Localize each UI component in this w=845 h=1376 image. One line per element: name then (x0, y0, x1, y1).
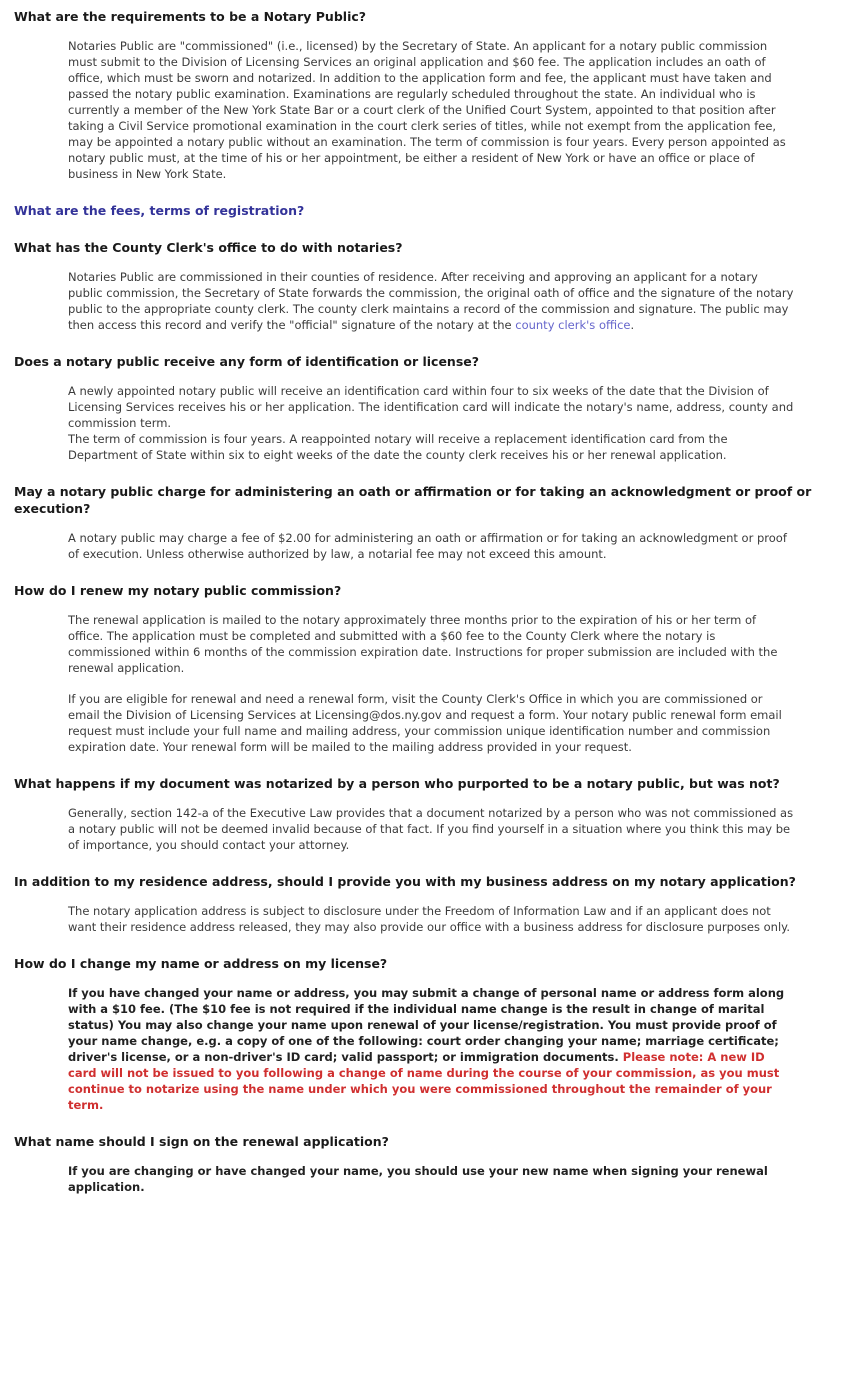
question-heading-purported-notary: What happens if my document was notarized by a person who purported to be a notary public, but was not? (14, 776, 780, 791)
question-heading-change-name-address: How do I change my name or address on my license? (14, 956, 388, 971)
question-heading-business-address: In addition to my residence address, should I provide you with my business address on my notary application? (14, 874, 796, 889)
text-run: Notaries Public are commissioned in their counties of residence. After receiving and approving an applicant for a notary public commission, the Secretary of State forwards the commission, the original oath of office and the signature of the notary public to the appropriate county clerk. The county clerk maintains a record of the commission and signature. The public may then access this record and verify the "official" signature of the notary at the (68, 270, 798, 332)
question-link-fees-terms[interactable]: What are the fees, terms of registration? (14, 203, 305, 218)
text-run: The notary application address is subject to disclosure under the Freedom of Information Law and if an applicant does not want their residence address released, they may also provide our office with a business address for disclosure purposes only. (68, 904, 790, 934)
faq-section-purported-notary (14, 775, 835, 853)
faq-section-change-name-address (14, 955, 835, 1113)
text-run: Notaries Public are "commissioned" (i.e., licensed) by the Secretary of State. An applicant for a notary public commission must submit to the Division of Licensing Services an original application and $60 fee. The application includes an oath of office, which must be sworn and notarized. In addition to the application form and fee, the applicant must have taken and passed the notary public examination. Examinations are regularly scheduled throughout the state. An individual who is currently a member of the New York State Bar or a court clerk of the Unified Court System, appointed to that position after taking a Civil Service promotional examination in the court clerk series of titles, while not exempt from the application fee, may be appointed a notary public without an examination. The term of commission is four years. Every person appointed as notary public must, at the time of his or her appointment, be either a resident of New York or have an office or place of business in New York State. (68, 39, 790, 181)
answer-paragraph (68, 383, 794, 463)
text-run: If you have changed your name or address, you may submit a change of personal name or address form along with a $10 fee. (The $10 fee is not required if the individual name change is the result in change of marital status) You may also change your name upon renewal of your license/registration. You must provide proof of your name change, e.g. a copy of one of the following: court order changing your name; marriage certificate; driver's license, or a non-driver's ID card; valid passport; or immigration documents. (68, 986, 789, 1064)
text-run: If you are changing or have changed your name, you should use your new name when signing your renewal application. (68, 1164, 772, 1194)
question-heading-identification: Does a notary public receive any form of identification or license? (14, 354, 479, 369)
answer-paragraph (68, 269, 798, 333)
answer-paragraph (68, 530, 794, 562)
text-run: A notary public may charge a fee of $2.00 for administering an oath or affirmation or for taking an acknowledgment or proof of execution. Unless otherwise authorized by law, a notarial fee may not exceed this amount. (68, 531, 791, 561)
faq-section-fees-terms (14, 202, 835, 219)
answer-paragraph (68, 985, 794, 1113)
question-heading-county-clerk: What has the County Clerk's office to do with notaries? (14, 240, 403, 255)
faq-section-renew-commission (14, 582, 835, 755)
text-run: . (630, 318, 635, 332)
question-heading-requirements: What are the requirements to be a Notary Public? (14, 9, 367, 24)
faq-section-county-clerk (14, 239, 835, 333)
faq-section-sign-renewal (14, 1133, 835, 1195)
text-run: The renewal application is mailed to the notary approximately three months prior to the expiration of his or her term of office. The application must be completed and submitted with a $60 fee to the County Clerk where the notary is commissioned within 6 months of the commission expiration date. Instructions for proper submission are included with the renewal application. (68, 613, 782, 675)
faq-section-business-address (14, 873, 835, 935)
answer-paragraph (68, 612, 794, 676)
new-id-card-notice: Please note: A new ID card will not be issued to you following a change of name during the course of your commission, as you must continue to notarize using the name under which you were commissioned throughout the remainder of your term. (68, 1050, 784, 1112)
question-heading-charge-fee: May a notary public charge for administering an oath or affirmation or for taking an acknowledgment or proof or execution? (14, 484, 812, 516)
text-run: Generally, section 142-a of the Executive Law provides that a document notarized by a person who was not commissioned as a notary public will not be deemed invalid because of that fact. If you find yourself in a situation where you think this may be of importance, you should contact your attorney. (68, 806, 797, 852)
answer-paragraph (68, 903, 794, 935)
faq-section-charge-fee (14, 483, 835, 562)
text-run: A newly appointed notary public will receive an identification card within four to six weeks of the date that the Division of Licensing Services receives his or her application. The identification card will indicate the notary's name, address, county and commission term. The term of commission is four years. A reappointed notary will receive a replacement identification card from the Department of State within six to eight weeks of the date the county clerk receives his or her renewal application. (68, 384, 794, 462)
text-run: If you are eligible for renewal and need a renewal form, visit the County Clerk's Office in which you are commissioned or email the Division of Licensing Services at Licensing@dos.ny.gov and request a form. Your notary public renewal form email request must include your full name and mailing address, your commission unique identification number and commission expiration date. Your renewal form will be mailed to the mailing address provided in your request. (68, 692, 786, 754)
question-heading-sign-renewal: What name should I sign on the renewal application? (14, 1134, 389, 1149)
answer-paragraph (68, 805, 797, 853)
answer-paragraph (68, 691, 794, 755)
faq-section-requirements (14, 8, 835, 182)
answer-paragraph (68, 38, 794, 182)
answer-paragraph (68, 1163, 794, 1195)
question-heading-renew-commission: How do I renew my notary public commission? (14, 583, 342, 598)
county-clerk-office-link[interactable]: county clerk's office (515, 318, 631, 332)
faq-section-identification (14, 353, 835, 463)
